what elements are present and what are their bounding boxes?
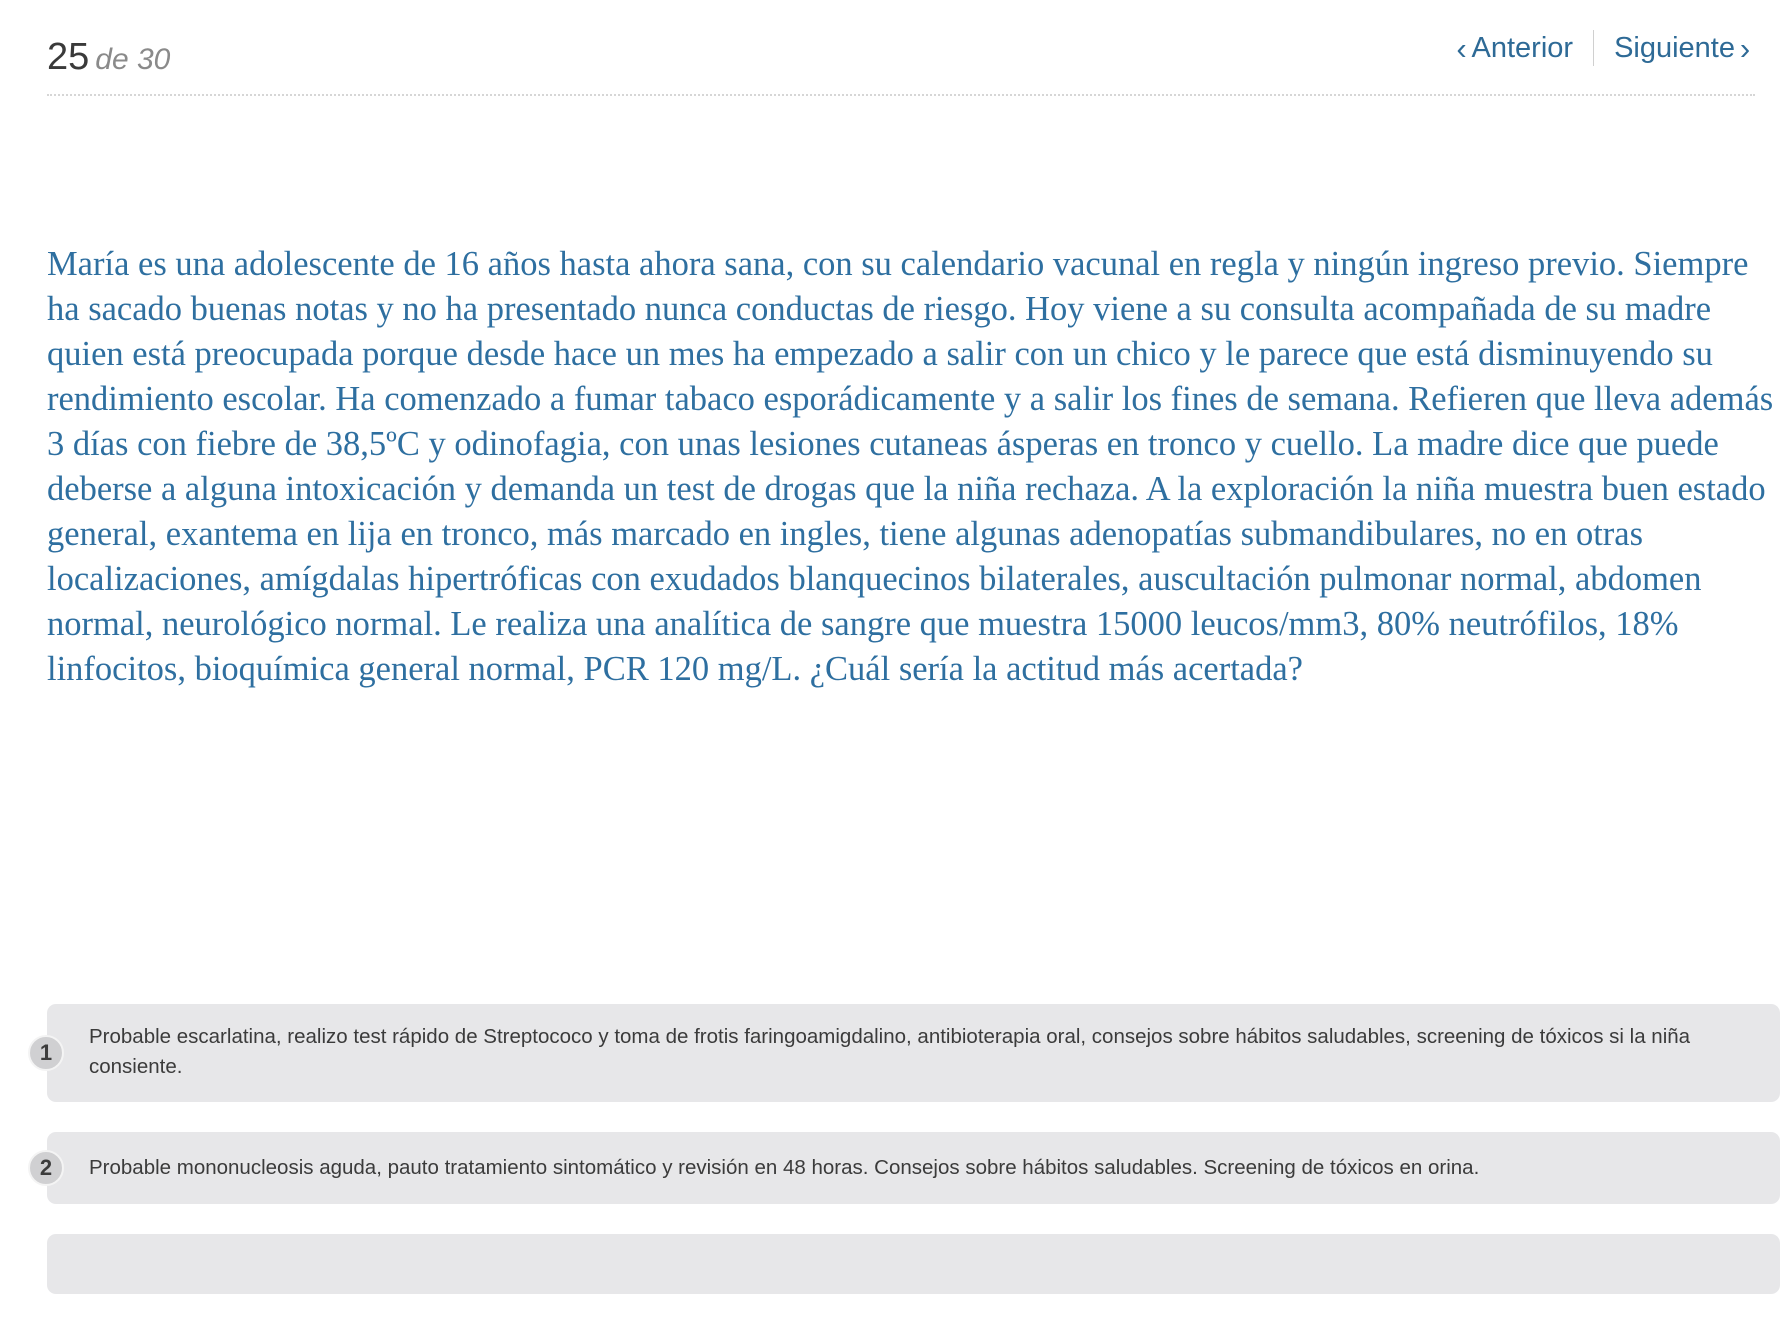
next-button[interactable] (1614, 32, 1755, 65)
answer-option-2[interactable] (39, 1132, 1780, 1204)
nav-divider (1593, 30, 1594, 66)
option-number-badge: 1 (28, 1035, 64, 1071)
answer-options (28, 1004, 1780, 1324)
question-text: María es una adolescente de 16 años hasta ahora sana, con su calendario vacunal en regla y ningún ingreso previo. Siempre ha sacado buenas notas y no ha presentado nunca conductas de riesgo. Hoy viene a su consulta acompañada de su madre quien está preocupada porque desde hace un mes ha empezado a salir con un chico y le parece que está disminuyendo su rendimiento escolar. Ha comenzado a fumar tabaco esporádicamente y a salir los fines de semana. Refieren que lleva además 3 días con fiebre de 38,5ºC y odinofagia, con unas lesiones cutaneas ásperas en tronco y cuello. La madre dice que puede deberse a alguna intoxicación y demanda un test de drogas que la niña rechaza. A la exploración la niña muestra buen estado general, exantema en lija en tronco, más marcado en ingles, tiene algunas adenopatías submandibulares, no en otras localizaciones, amígdalas hipertróficas con exudados blanquecinos bilaterales, auscultación pulmonar normal, abdomen normal, neurológico normal. Le realiza una analítica de sangre que muestra 15000 leucos/mm3, 80% neutrófilos, 18% linfocitos, bioquímica general normal, PCR 120 mg/L. ¿Cuál sería la actitud más acertada? (47, 245, 1774, 688)
option-text (47, 1234, 1780, 1272)
total-questions-label: de 30 (95, 43, 171, 76)
question-navigation (1452, 30, 1755, 66)
question-counter (47, 36, 170, 79)
previous-button[interactable] (1452, 32, 1574, 65)
option-text: Probable escarlatina, realizo test rápido de Streptococo y toma de frotis faringoamigdalino, antibioterapia oral, consejos sobre hábitos saludables, screening de tóxicos si la niña consiente. (89, 1025, 1691, 1078)
answer-option-1[interactable] (39, 1004, 1780, 1102)
question-header (47, 26, 1755, 96)
option-number-badge: 2 (28, 1150, 64, 1186)
option-text: Probable mononucleosis aguda, pauto tratamiento sintomático y revisión en 48 horas. Consejos sobre hábitos saludables. Screening de tóxicos en orina. (89, 1156, 1480, 1179)
answer-option-3[interactable] (47, 1234, 1780, 1294)
next-label: Siguiente (1614, 31, 1735, 64)
current-question-number: 25 (47, 36, 90, 78)
chevron-left-icon: ‹ (1456, 30, 1467, 66)
chevron-right-icon: › (1739, 30, 1751, 66)
previous-label: Anterior (1471, 31, 1574, 64)
